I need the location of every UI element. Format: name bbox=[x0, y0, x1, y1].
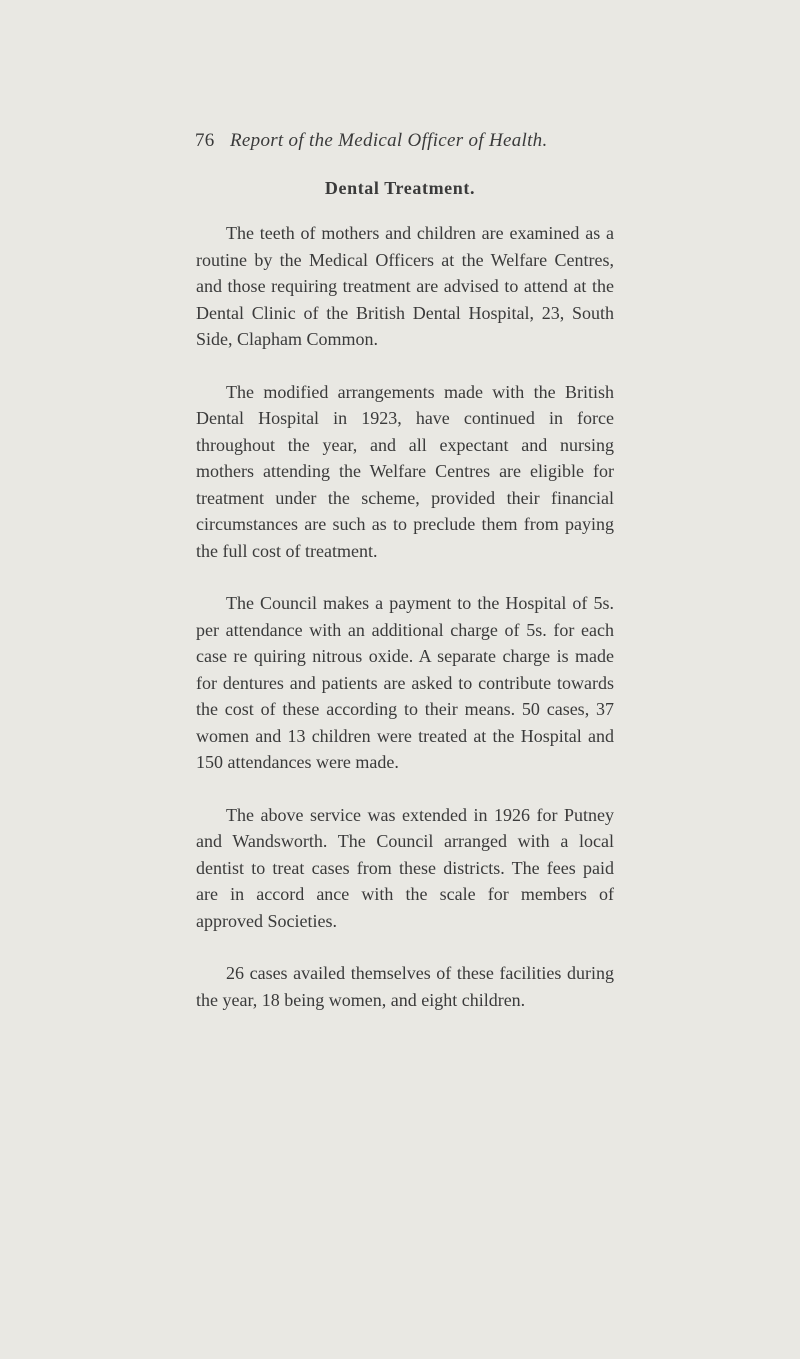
paragraph-4: The above service was extended in 1926 for Putney and Wandsworth. The Council arranged with a local dentist to treat cases from these districts. The fees paid are in accord ance with the scale for members of approved Societies. bbox=[196, 804, 614, 931]
paragraph-5: 26 cases availed themselves of these facilities during the year, 18 being women, and eight children. bbox=[196, 963, 614, 1010]
running-title: Report of the Medical Officer of Health. bbox=[230, 130, 548, 151]
section-title: Dental Treatment. bbox=[324, 178, 476, 198]
running-header bbox=[195, 130, 615, 160]
paragraph-2: The modified arrangements made with the British Dental Hospital in 1923, have continued in force throughout the year, and all expectant and nursing mothers attending the Welfare Centres are eligible for treatment under the scheme, provided their financial circumstances are such as to preclude them from paying the full cost of treatment. bbox=[196, 381, 614, 561]
paragraph-3: The Council makes a payment to the Hospital of 5s. per attendance with an additional charge of 5s. for each case re quiring nitrous oxide. A separate charge is made for dentures and patients are asked to contribute towards the cost of these according to their means. 50 cases, 37 women and 13 children were treated at the Hospital and 150 attendances were made. bbox=[196, 593, 614, 772]
page-number: 76 bbox=[195, 130, 215, 151]
body-text bbox=[196, 220, 614, 1039]
paragraph-1: The teeth of mothers and children are examined as a routine by the Medical Officers at the Welfare Centres, and those requiring treatment are advised to attend at the Dental Clinic of the British Dental Hospital, 23, South Side, Clapham Common. bbox=[196, 223, 614, 349]
